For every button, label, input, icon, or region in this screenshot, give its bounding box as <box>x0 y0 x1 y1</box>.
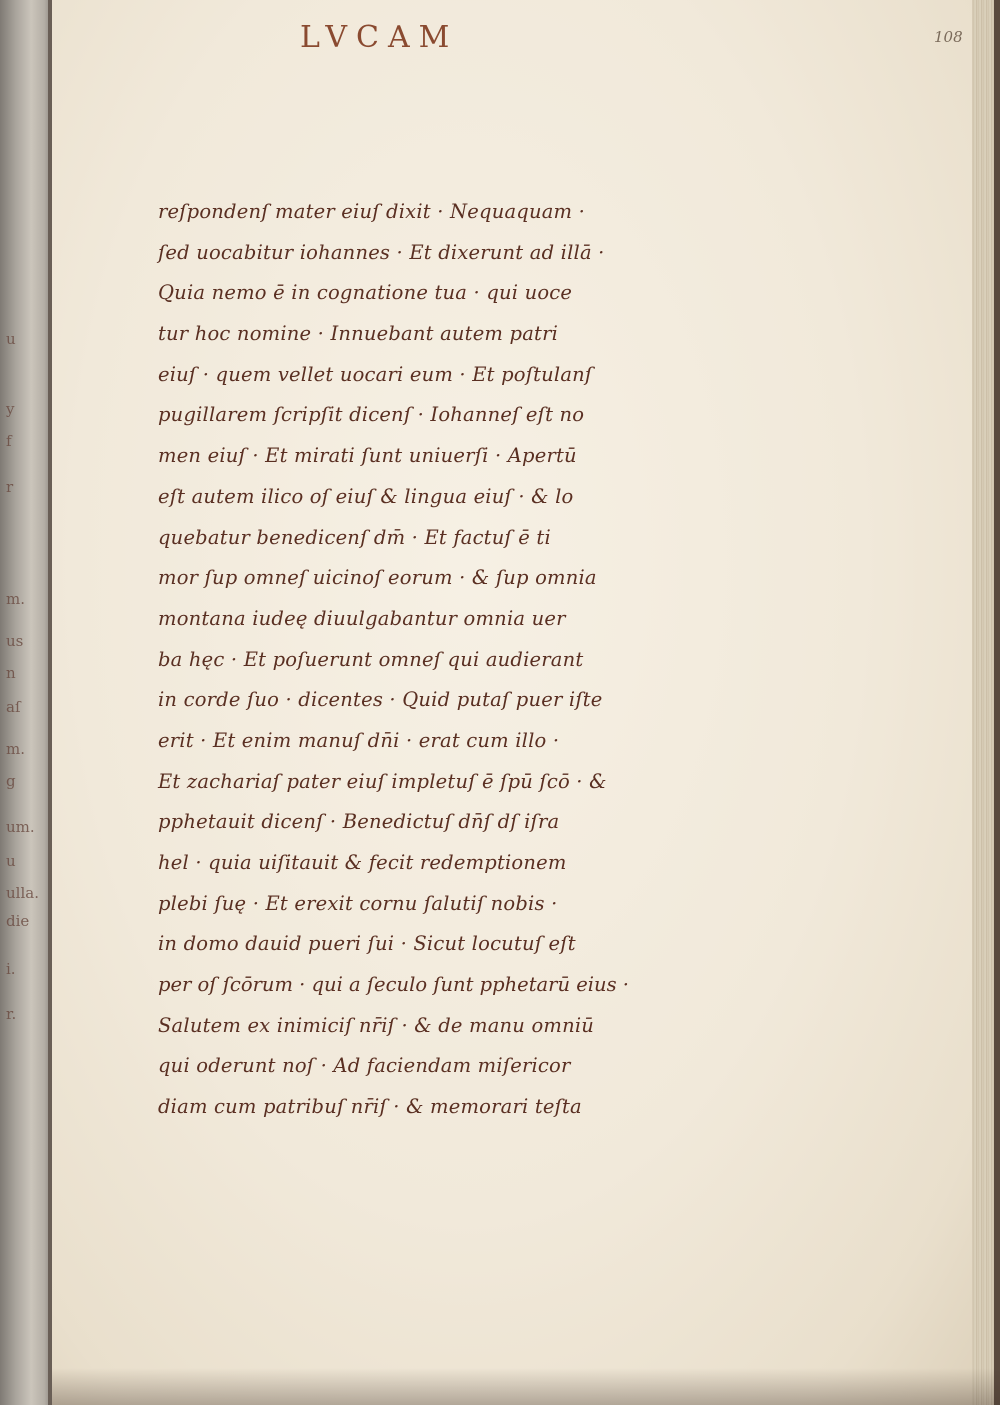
previous-page-fragments <box>0 0 52 1405</box>
fragment: u <box>6 330 16 348</box>
text-line: hel · quia uiſitauit & fecit redemptionem <box>158 851 567 874</box>
text-line: reſpondenſ mater eiuſ dixit · Nequaquam · <box>158 200 586 223</box>
text-line: Quia nemo ē in cognatione tua · qui uoce <box>158 281 573 305</box>
fragment: die <box>6 912 30 930</box>
fragment: us <box>6 632 24 650</box>
fragment: f <box>6 432 12 450</box>
text-line: quebatur benedicenſ dm̄ · Et factuſ ē ti <box>158 525 551 549</box>
text-line: erit · Et enim manuſ dn̄i · erat cum illo · <box>158 728 560 752</box>
text-line: per oſ ſcōrum · qui a ſeculo ſunt pphetarū eius · <box>158 973 629 997</box>
text-line: diam cum patribuſ nr̄iſ · & memorari teſta <box>158 1095 582 1119</box>
fragment: n <box>6 664 16 682</box>
text-line: plebi ſuę · Et erexit cornu ſalutiſ nobis · <box>158 891 558 915</box>
text-line: Salutem ex inimiciſ nr̄iſ · & de manu omniū <box>158 1013 595 1037</box>
fragment: i. <box>6 960 16 978</box>
text-line: tur hoc nomine · Innuebant autem patri <box>158 322 559 346</box>
text-line: Et zachariaſ pater eiuſ impletuſ ē ſpū ſcō · & <box>158 769 607 793</box>
recto-page <box>52 0 976 1405</box>
text-line: in domo dauid pueri ſui · Sicut locutuſ eſt <box>158 932 576 956</box>
running-head: LVCAM <box>300 20 459 55</box>
fragment: r. <box>6 1005 17 1023</box>
text-line: ſed uocabitur iohannes · Et dixerunt ad illā · <box>158 240 605 264</box>
fragment: aſ <box>6 698 21 716</box>
fragment: m. <box>6 590 25 608</box>
text-line: eſt autem ilico oſ eiuſ & lingua eiuſ · & lo <box>158 484 574 508</box>
text-line: ba hęc · Et poſuerunt omneſ qui audierant <box>158 647 584 671</box>
text-line: qui oderunt noſ · Ad faciendam miſericor <box>158 1054 571 1078</box>
text-column <box>158 192 638 1128</box>
fragment: y <box>6 400 15 418</box>
fragment: m. <box>6 740 25 758</box>
fragment: u <box>6 852 16 870</box>
text-line: pphetauit dicenſ · Benedictuſ dn̄ſ dſ iſra <box>158 810 560 834</box>
text-line: montana iudeę diuulgabantur omnia uer <box>158 606 566 630</box>
text-line: mor ſup omneſ uicinoſ eorum · & ſup omnia <box>158 566 597 590</box>
bottom-edge-shadow <box>52 1368 1000 1405</box>
fragment: g <box>6 772 16 790</box>
fragment: r <box>6 478 14 496</box>
text-line: in corde ſuo · dicentes · Quid putaſ puer iſte <box>158 688 603 712</box>
text-line: pugillarem ſcripſit dicenſ · Iohanneſ eſt no <box>158 403 585 427</box>
text-line: eiuſ · quem vellet uocari eum · Et poſtulanſ <box>158 362 593 386</box>
fragment: um. <box>6 818 35 836</box>
page-edges <box>972 0 1000 1405</box>
fragment: ulla. <box>6 884 39 902</box>
text-line: men eiuſ · Et mirati ſunt uniuerſi · Apertū <box>158 444 577 468</box>
folio-number: 108 <box>934 28 963 46</box>
